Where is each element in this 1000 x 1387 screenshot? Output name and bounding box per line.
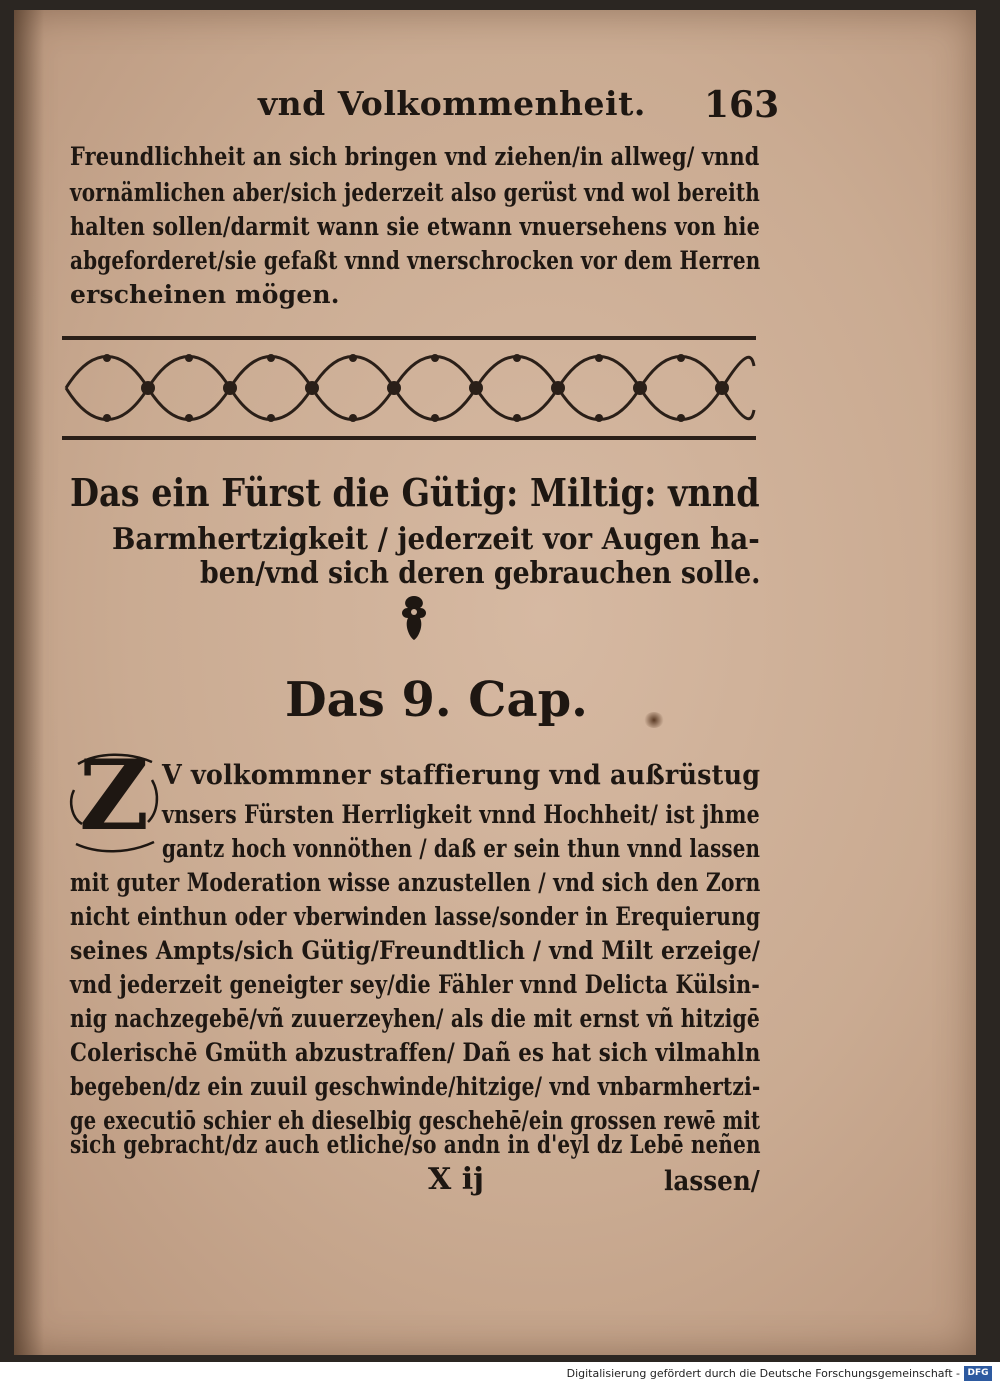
signature-mark: X ij <box>428 1162 484 1197</box>
body-line: seines Ampts/sich Gütig/Freundtlich / vnd Milt erzeige/ <box>70 936 761 965</box>
page-number: 163 <box>704 84 780 126</box>
body-line: vnsers Fürsten Herrligkeit vnnd Hochheit/ ist jhme <box>162 800 760 829</box>
ink-stain <box>644 712 664 728</box>
chapter-heading-line-3: ben/vnd sich deren gebrauchen solle. <box>200 556 761 591</box>
intro-line: vornämlichen aber/sich jederzeit also gerüst vnd wol bereith <box>70 178 760 207</box>
body-line: nicht einthun oder vberwinden lasse/sonder in Erequierung <box>70 902 761 931</box>
initial-letter: Z <box>78 739 150 852</box>
ornamental-band <box>62 336 756 440</box>
body-line: V volkommner staffierung vnd außrüstug <box>162 760 761 791</box>
body-line: mit guter Moderation wisse anzustellen / vnd sich den Zorn <box>70 868 761 897</box>
chapter-heading-line-1: Das ein Fürst die Gütig: Miltig: vnnd <box>70 470 760 515</box>
catchword: lassen/ <box>664 1166 760 1197</box>
fleuron-ornament <box>394 590 434 644</box>
body-line: Colerischē Gmüth abzustraffen/ Dañ es hat sich vilmahln <box>70 1038 761 1067</box>
page-gutter-shadow <box>14 10 44 1355</box>
chapter-heading-line-2: Barmhertzigkeit / jederzeit vor Augen ha- <box>112 522 760 557</box>
body-line: ge executiō schier eh dieselbig geschehē/ein grossen rewē mit <box>70 1106 761 1135</box>
intro-line: halten sollen/darmit wann sie etwann vnuersehens von hie <box>70 212 760 241</box>
body-line: nig nachzegebē/vñ zuuerzeyhen/ als die mit ernst vñ hitzigē <box>70 1004 760 1033</box>
body-line: sich gebracht/dz auch etliche/so andn in d'eyl dz Lebē neñen <box>70 1130 761 1159</box>
intro-line: Freundlichheit an sich bringen vnd ziehen/in allweg/ vnnd <box>70 142 760 171</box>
chapter-label: Das 9. Cap. <box>285 672 588 728</box>
body-line: gantz hoch vonnöthen / daß er sein thun vnnd lassen <box>162 834 761 863</box>
intro-line: erscheinen mögen. <box>70 280 340 309</box>
body-line: vnd jederzeit geneigter sey/die Fähler vnnd Delicta Külsin- <box>70 970 761 999</box>
body-line: begeben/dz ein zuuil geschwinde/hitzige/ vnd vnbarmhertzi- <box>70 1072 761 1101</box>
decorated-initial <box>68 739 160 854</box>
footer-bar <box>0 1362 1000 1387</box>
running-head: vnd Volkommenheit. <box>258 84 646 123</box>
dfg-logo: DFG <box>964 1366 992 1381</box>
footer-credit: Digitalisierung gefördert durch die Deutsche Forschungsgemeinschaft - <box>566 1367 960 1380</box>
intro-line: abgeforderet/sie gefaßt vnnd vnerschrocken vor dem Herren <box>70 246 761 275</box>
